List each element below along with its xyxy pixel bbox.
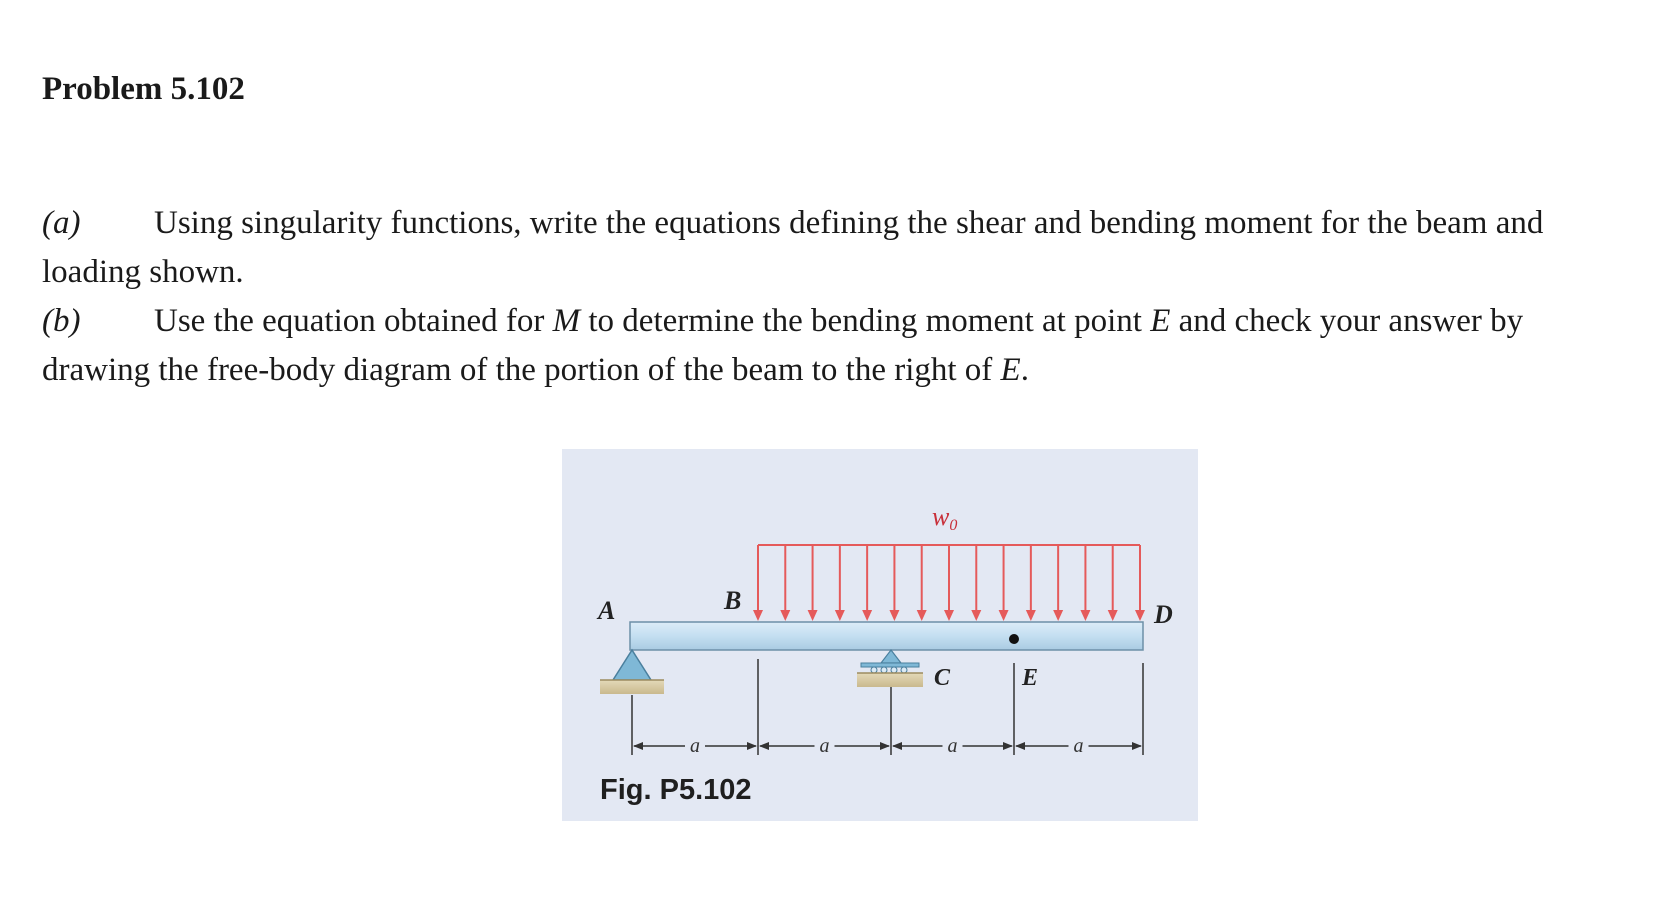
part-b-var-m: M xyxy=(552,303,581,339)
part-b-text-2: to determine the bending moment at point xyxy=(580,303,1151,339)
part-b-paragraph xyxy=(42,297,1602,395)
beam xyxy=(630,622,1143,650)
load-arrow xyxy=(1108,545,1118,621)
pin-support-triangle xyxy=(613,650,651,680)
dimension-label: a xyxy=(1073,735,1084,757)
dimension-segment xyxy=(633,735,757,757)
ground-a xyxy=(600,680,664,694)
roller xyxy=(891,667,897,673)
figure-caption: Fig. P5.102 xyxy=(600,774,752,806)
load-arrow xyxy=(1135,545,1145,621)
load-label-w0: w0 xyxy=(932,502,958,534)
part-a-label: (a) xyxy=(42,205,81,241)
point-e-marker xyxy=(1009,634,1019,644)
load-arrow xyxy=(808,545,818,621)
load-arrow xyxy=(1080,545,1090,621)
load-arrow xyxy=(889,545,899,621)
label-a: A xyxy=(598,596,616,625)
load-arrow xyxy=(835,545,845,621)
load-arrow xyxy=(780,545,790,621)
roller xyxy=(871,667,877,673)
dimension-label: a xyxy=(819,735,830,757)
load-arrow xyxy=(753,545,763,621)
ground-c xyxy=(857,673,923,687)
dimension-label: a xyxy=(947,735,958,757)
label-d: D xyxy=(1154,600,1173,629)
part-a-paragraph xyxy=(42,199,1602,297)
pin-support-a xyxy=(600,650,664,694)
load-arrow xyxy=(862,545,872,621)
part-b-text-4: . xyxy=(1020,352,1029,388)
load-arrow xyxy=(999,545,1009,621)
load-arrows xyxy=(753,545,1145,621)
load-arrow xyxy=(1026,545,1036,621)
part-b-text-1: Use the equation obtained for xyxy=(154,303,553,339)
dimension-label: a xyxy=(690,735,700,757)
dimension-segment xyxy=(892,735,1013,757)
distributed-load xyxy=(753,502,1145,621)
problem-title: Problem 5.102 xyxy=(42,71,245,107)
load-arrow xyxy=(917,545,927,621)
part-a-text: Using singularity functions, write the equations defining the shear and bending moment for the beam and loading shown. xyxy=(42,205,1544,290)
roller-support-triangle xyxy=(881,650,901,663)
part-b-text-3: and check your answer by drawing the free-body diagram of the portion of the beam to the right of xyxy=(42,303,1524,388)
roller xyxy=(901,667,907,673)
label-b: B xyxy=(724,586,742,615)
dimension-lines xyxy=(633,735,1142,757)
part-b-var-e-end: E xyxy=(1000,352,1021,388)
roller-plate xyxy=(861,663,919,667)
label-c: C xyxy=(934,665,951,691)
beam-diagram xyxy=(562,449,1198,821)
load-arrow xyxy=(971,545,981,621)
roller xyxy=(881,667,887,673)
load-arrow xyxy=(1053,545,1063,621)
beam-figure xyxy=(562,449,1198,821)
dimension-segment xyxy=(1015,735,1142,757)
load-arrow xyxy=(944,545,954,621)
label-e: E xyxy=(1022,665,1039,691)
roller-support-c xyxy=(857,650,923,687)
dimension-segment xyxy=(759,735,890,757)
part-b-var-e: E xyxy=(1150,303,1171,339)
part-b-label: (b) xyxy=(42,303,81,339)
